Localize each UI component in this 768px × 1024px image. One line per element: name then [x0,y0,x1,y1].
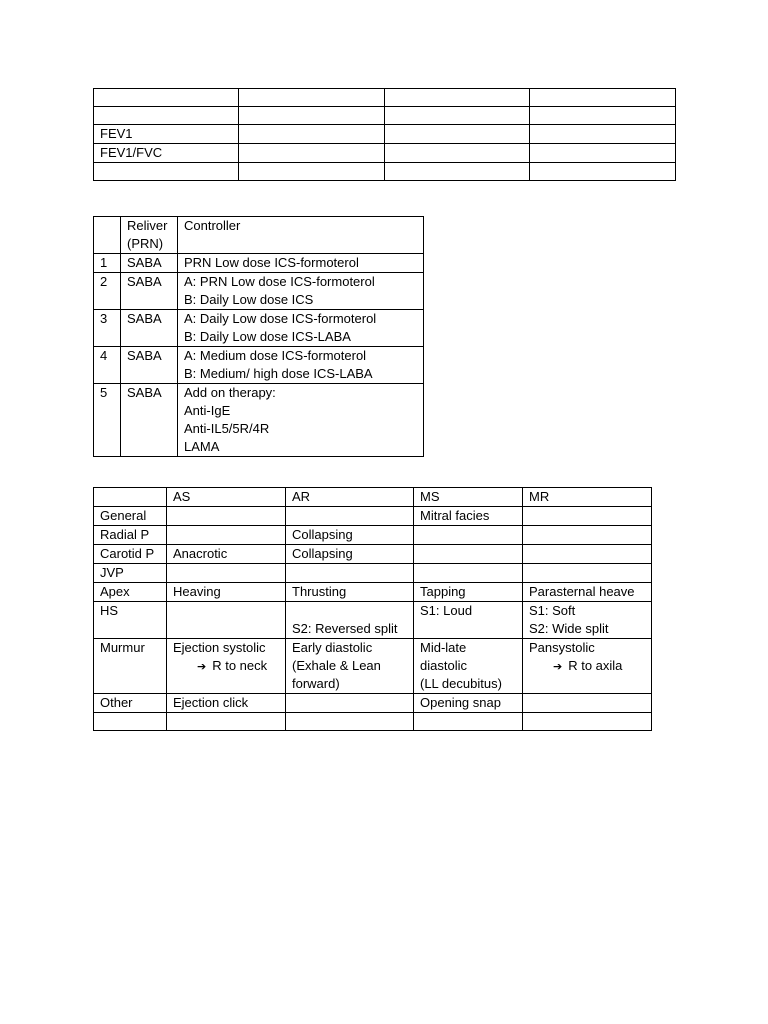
row-label: Radial P [94,526,167,545]
table-row [94,384,424,457]
table-row [94,564,652,583]
row-label: HS [94,602,167,639]
arrow-right-icon: ➔ [553,661,563,673]
header-num [94,217,121,254]
header-blank [94,488,167,507]
table-cell [414,713,523,731]
step-number: 5 [94,384,121,457]
table-cell [523,564,652,583]
step-number: 4 [94,347,121,384]
arrow-line: ➔ R to axila [553,658,623,673]
table-row [94,347,424,384]
table-cell [530,89,676,107]
header-reliver: Reliver (PRN) [121,217,178,254]
table-row [94,107,676,125]
table-cell [286,713,414,731]
table-cell [385,89,530,107]
row-label [94,713,167,731]
table-row [94,89,676,107]
reliver-cell: SABA [121,384,178,457]
table-row [94,545,652,564]
header-controller: Controller [178,217,424,254]
table-cell [523,545,652,564]
row-label: Other [94,694,167,713]
spirometry-table [93,88,676,181]
table-cell [530,144,676,163]
table-cell: Mid-late diastolic (LL decubitus) [414,639,523,694]
table-cell [523,526,652,545]
arrow-line: ➔ R to neck [197,658,268,673]
table-row [94,144,676,163]
row-label-fev1: FEV1 [94,125,239,144]
reliver-cell: SABA [121,347,178,384]
table-cell [414,545,523,564]
table-cell [167,602,286,639]
table-cell [167,507,286,526]
table-cell: Early diastolic (Exhale & Lean forward) [286,639,414,694]
table-cell [167,713,286,731]
table-cell: S1: Soft S2: Wide split [523,602,652,639]
table-cell: Collapsing [286,545,414,564]
table-cell [414,526,523,545]
table-row [94,713,652,731]
table-cell [530,125,676,144]
table-cell [414,564,523,583]
table-cell [523,713,652,731]
header-ms: MS [414,488,523,507]
table-row [94,602,652,639]
table-cell [239,125,385,144]
table-cell: Collapsing [286,526,414,545]
table-header-row [94,488,652,507]
table-cell: Opening snap [414,694,523,713]
controller-cell: A: Daily Low dose ICS-formoterol B: Daily Low dose ICS-LABA [178,310,424,347]
table-cell [523,694,652,713]
table-cell [167,564,286,583]
table-row [94,273,424,310]
step-number: 1 [94,254,121,273]
table-cell [94,107,239,125]
row-label: Carotid P [94,545,167,564]
table-row [94,310,424,347]
table-cell [385,107,530,125]
table-cell [239,144,385,163]
row-label: JVP [94,564,167,583]
table-cell [239,107,385,125]
row-label: General [94,507,167,526]
header-as: AS [167,488,286,507]
controller-cell: A: PRN Low dose ICS-formoterol B: Daily Low dose ICS [178,273,424,310]
table-row [94,163,676,181]
header-ar: AR [286,488,414,507]
asthma-steps-table [93,216,424,457]
table-cell [523,507,652,526]
table-cell: Ejection click [167,694,286,713]
table-cell: S2: Reversed split [286,602,414,639]
controller-cell: A: Medium dose ICS-formoterol B: Medium/ high dose ICS-LABA [178,347,424,384]
row-label: Apex [94,583,167,602]
table-cell: Anacrotic [167,545,286,564]
table-cell [239,163,385,181]
reliver-cell: SABA [121,254,178,273]
row-label-fev1-fvc: FEV1/FVC [94,144,239,163]
table-row [94,583,652,602]
table-cell [286,507,414,526]
table-row [94,694,652,713]
header-mr: MR [523,488,652,507]
table-cell [530,163,676,181]
table-cell: S1: Loud [414,602,523,639]
step-number: 3 [94,310,121,347]
table-cell: Mitral facies [414,507,523,526]
table-cell [385,144,530,163]
table-cell [94,89,239,107]
table-cell [385,125,530,144]
valve-disease-table [93,487,652,731]
table-cell: Parasternal heave [523,583,652,602]
arrow-right-icon: ➔ [197,661,207,673]
table-row [94,526,652,545]
table-cell [167,526,286,545]
table-cell [94,163,239,181]
reliver-cell: SABA [121,273,178,310]
row-label: Murmur [94,639,167,694]
table-row [94,639,652,694]
table-cell [239,89,385,107]
table-cell [286,564,414,583]
table-header-row [94,217,424,254]
controller-cell: Add on therapy: Anti-IgE Anti-IL5/5R/4R LAMA [178,384,424,457]
step-number: 2 [94,273,121,310]
table-cell: Ejection systolic ➔ R to neck [167,639,286,694]
table-row [94,507,652,526]
table-cell: Pansystolic ➔ R to axila [523,639,652,694]
table-cell [385,163,530,181]
table-row [94,125,676,144]
table-cell: Heaving [167,583,286,602]
table-cell: Tapping [414,583,523,602]
reliver-cell: SABA [121,310,178,347]
table-row [94,254,424,273]
table-cell [286,694,414,713]
table-cell [530,107,676,125]
table-cell: Thrusting [286,583,414,602]
controller-cell: PRN Low dose ICS-formoterol [178,254,424,273]
